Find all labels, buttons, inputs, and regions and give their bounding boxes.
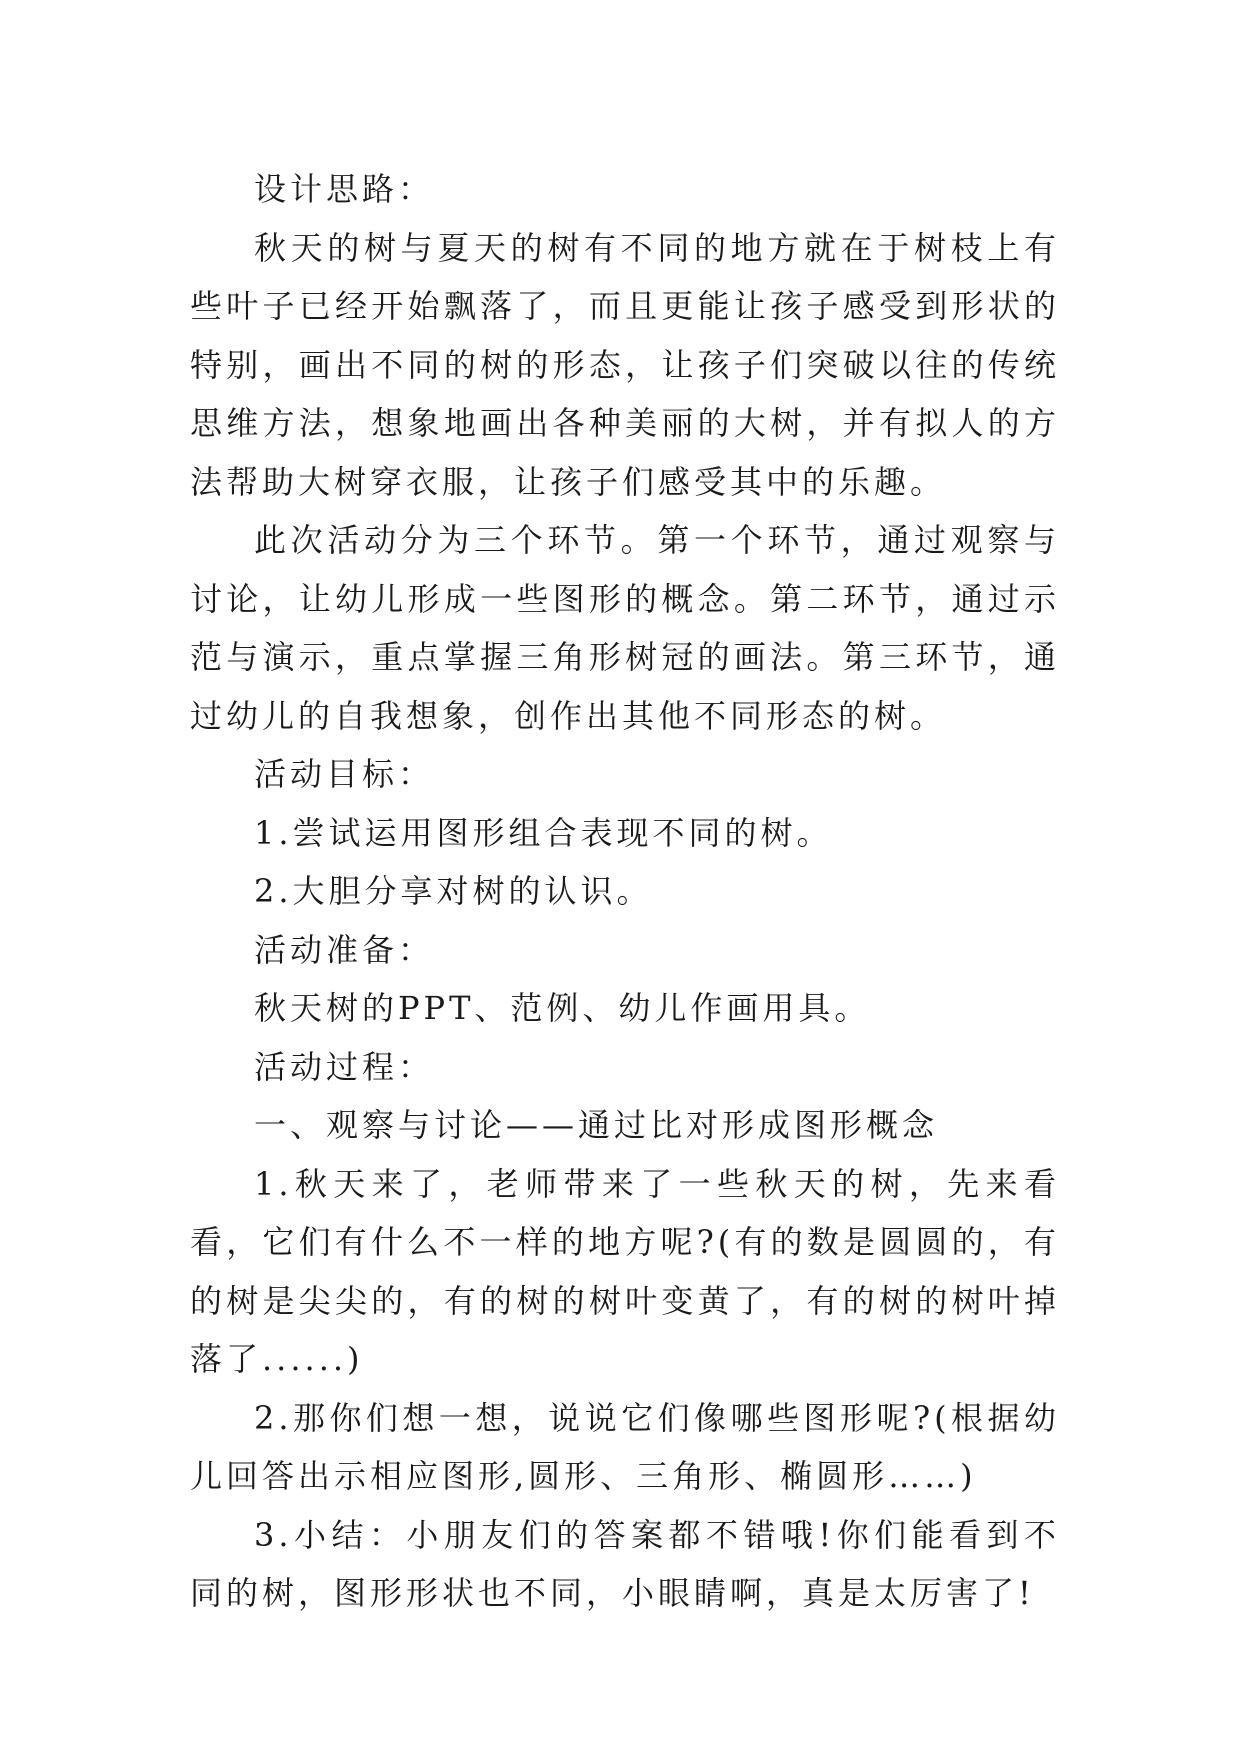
heading-design-idea: 设计思路： [254, 170, 435, 208]
process-step-3: 3.小结：小朋友们的答案都不错哦!你们能看到不同的树，图形形状也不同，小眼睛啊，真是太厉害了! [190, 1515, 1060, 1612]
process-step-1: 1.秋天来了，老师带来了一些秋天的树，先来看看，它们有什么不一样的地方呢?(有的数是圆圆的，有的树是尖尖的，有的树的树叶变黄了，有的树的树叶掉落了......) [190, 1164, 1060, 1378]
heading-activity-preparation: 活动准备： [254, 930, 435, 969]
preparation-item: 秋天树的PPT、范例、幼儿作画用具。 [254, 989, 871, 1027]
paragraph-design-description: 秋天的树与夏天的树有不同的地方就在于树枝上有些叶子已经开始飘落了，而且更能让孩子感受到形状的特别，画出不同的树的形态，让孩子们突破以往的传统思维方法，想象地画出各种美丽的大树，并有拟人的方法帮助大树穿衣服，让孩子们感受其中的乐趣。 [190, 228, 1060, 501]
heading-activity-goals: 活动目标： [254, 755, 435, 793]
paragraph-activity-sections: 此次活动分为三个环节。第一个环节，通过观察与讨论，让幼儿形成一些图形的概念。第二环节，通过示范与演示，重点掌握三角形树冠的画法。第三环节，通过幼儿的自我想象，创作出其他不同形态的树。 [190, 521, 1060, 735]
document-body [190, 160, 1060, 1623]
goal-item-1: 1.尝试运用图形组合表现不同的树。 [254, 813, 833, 852]
goal-item-2: 2.大胆分享对树的认识。 [254, 872, 653, 910]
process-step-2: 2.那你们想一想，说说它们像哪些图形呢?(根据幼儿回答出示相应图形,圆形、三角形、椭圆形……) [190, 1398, 1060, 1495]
process-section-1-title: 一、观察与讨论——通过比对形成图形概念 [254, 1106, 939, 1144]
heading-activity-process: 活动过程： [254, 1047, 435, 1086]
